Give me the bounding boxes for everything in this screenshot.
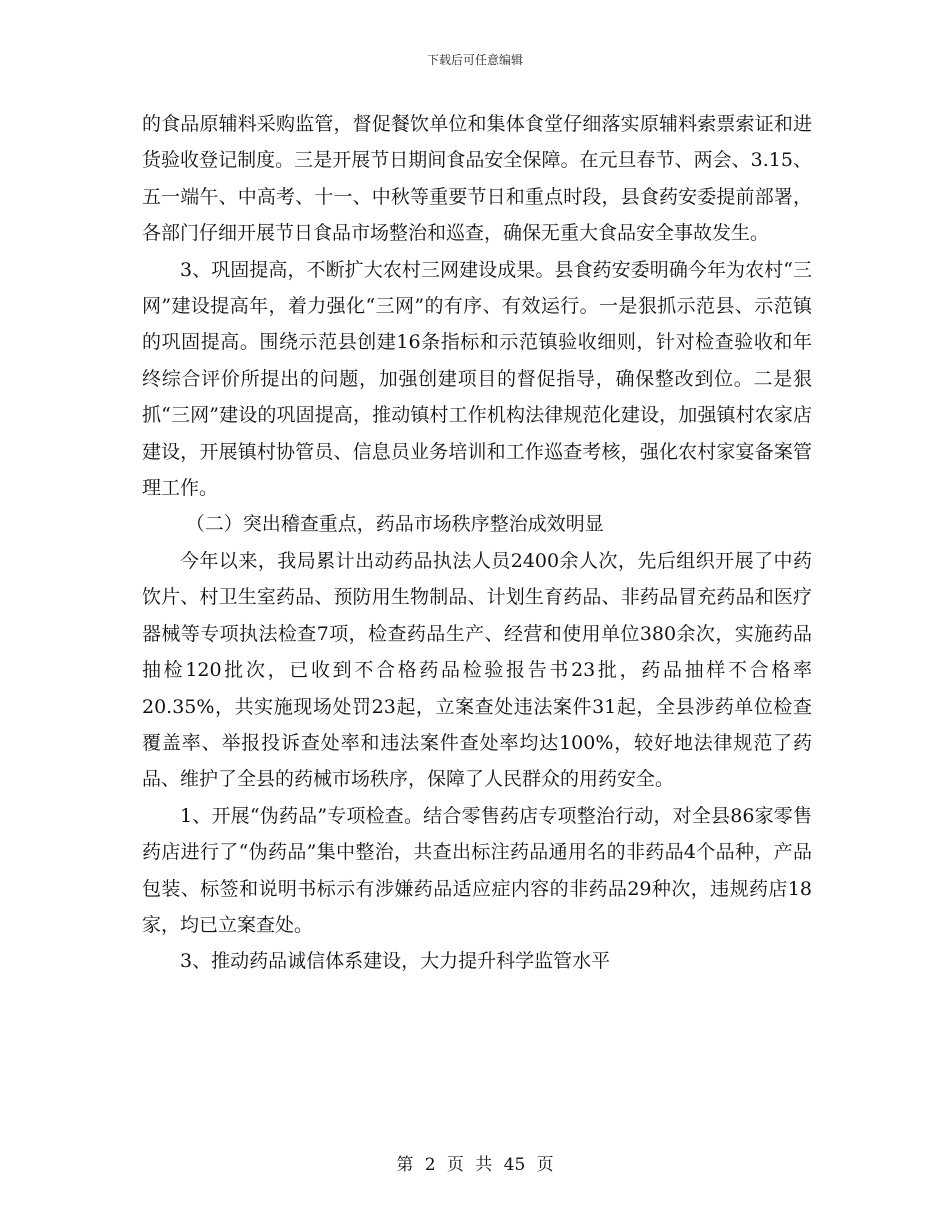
page-header: 下载后可任意编辑 — [426, 53, 523, 67]
section-heading-drug-inspection: （二）突出稽查重点，药品市场秩序整治成效明显 — [185, 513, 604, 536]
document-body — [142, 106, 812, 980]
paragraph-continuation: 的食品原辅料采购监管，督促餐饮单位和集体食堂仔细落实原辅料索票索证和进货验收登记制度。三是开展节日期间食品安全保障。在元旦春节、两会、3.15、五一端午、中高考、十一、中秋等重要节日和重点时段，县食药安委提前部署，各部门仔细开展节日食品市场整治和巡查，确保无重大食品安全事故发生。 — [142, 113, 812, 245]
paragraph-drug-enforcement-summary: 今年以来，我局累计出动药品执法人员2400余人次，先后组织开展了中药饮片、村卫生室药品、预防用生物制品、计划生育药品、非药品冒充药品和医疗器械等专项执法检查7项，检查药品生产、经营和使用单位380余次，实施药品抽检120批次，已收到不合格药品检验报告书23批，药品抽样不合格率20.35%，共实施现场处罚23起，立案查处违法案件31起，全县涉药单位检查覆盖率、举报投诉查处率和违法案件查处率均达100%，较好地法律规范了药品、维护了全县的药械市场秩序，保障了人民群众的用药安全。 — [142, 549, 812, 791]
paragraph-item-3-integrity-system: 3、推动药品诚信体系建设，大力提升科学监管水平 — [180, 950, 611, 973]
paragraph-item-1-fake-drugs: 1、开展“伪药品”专项检查。结合零售药店专项整治行动，对全县86家零售药店进行了“伪药品”集中整治，共查出标注药品通用名的非药品4个品种，产品包装、标签和说明书标示有涉嫌药品适应症内容的非药品29种次，违规药店18家，均已立案查处。 — [142, 804, 812, 936]
page-footer: 第 2 页 共 45 页 — [396, 1155, 554, 1175]
paragraph-item-3-rural-network: 3、巩固提高，不断扩大农村三网建设成果。县食药安委明确今年为农村“三网”建设提高年，着力强化“三网”的有序、有效运行。一是狠抓示范县、示范镇的巩固提高。围绕示范县创建16条指标和示范镇验收细则，针对检查验收和年终综合评价所提出的问题，加强创建项目的督促指导，确保整改到位。二是狠抓“三网”建设的巩固提高，推动镇村工作机构法律规范化建设，加强镇村农家店建设，开展镇村协管员、信息员业务培训和工作巡查考核，强化农村家宴备案管理工作。 — [142, 258, 812, 500]
